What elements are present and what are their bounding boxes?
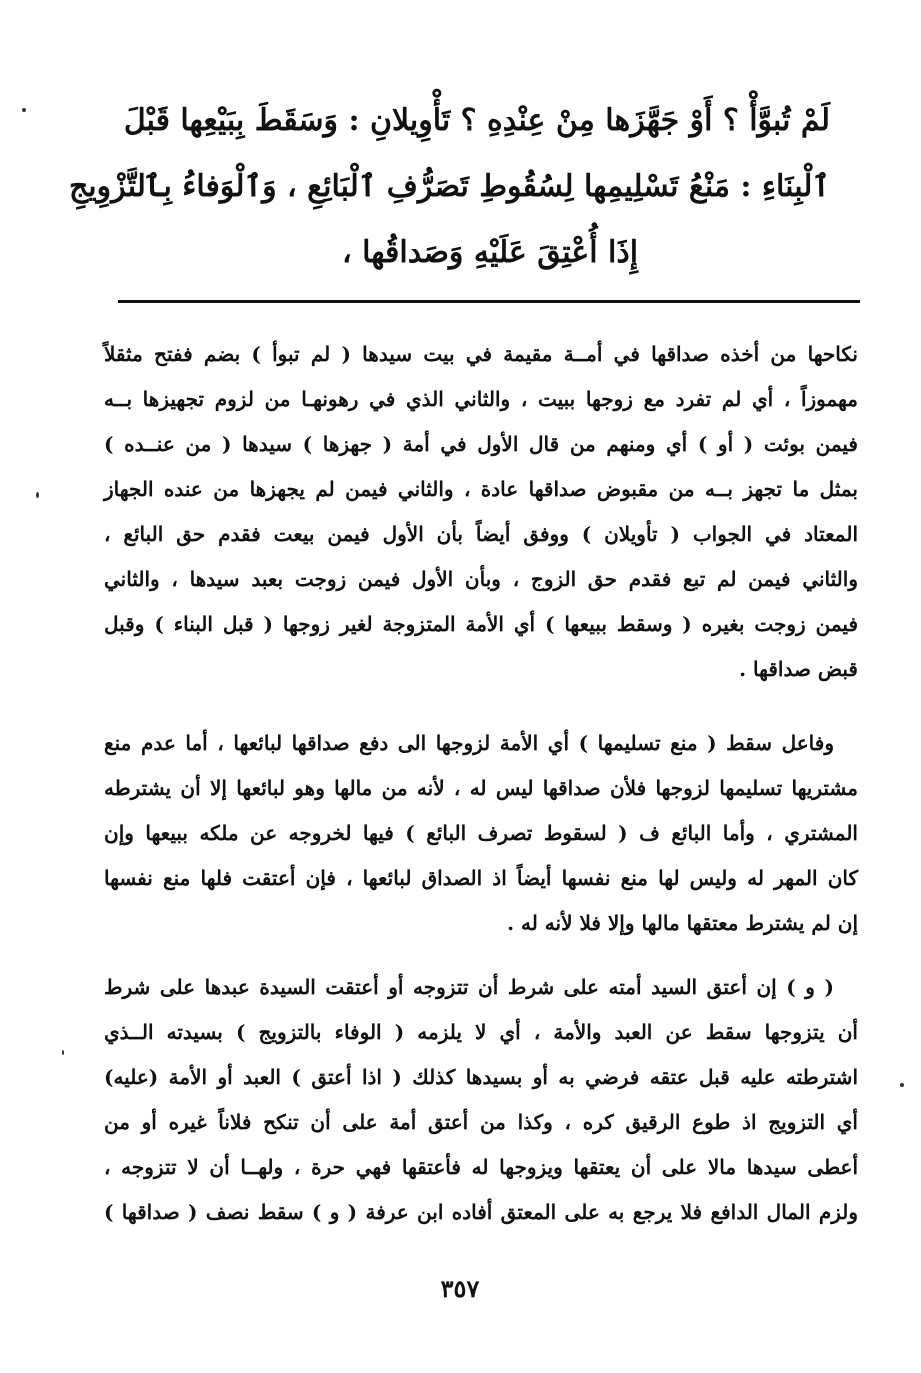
commentary-paragraph-2 xyxy=(104,721,858,946)
commentary-line: نكاحها من أخذه صداقها في أمــة مقيمة في بيت سيدها ( لم تبوأ ) بضم ففتح مثقلاً xyxy=(104,342,858,366)
scan-speck xyxy=(900,1083,904,1087)
commentary-line: المعتاد في الجواب ( تأويلان ) ووفق أيضاً بأن الأول فيمن بيعت فقدم حق البائع ، xyxy=(104,522,858,546)
commentary-line: مهموزاً ، أي لم تفرد مع زوجها ببيت ، والثاني الذي في رهونهـا من لزوم تجهيزها بــه xyxy=(104,387,858,411)
commentary-line: بمثل ما تجهز بــه من مقبوض صداقها عادة ، والثاني فيمن لم يجهزها من عنده الجهاز xyxy=(104,477,858,501)
matn-text-block xyxy=(68,88,830,286)
page-number: ٣٥٧ xyxy=(440,1274,480,1303)
matn-line: لَمْ تُبوَّأْ ؟ أَوْ جَهَّزَها مِنْ عِنْدِهِ ؟ تَأْوِيلانِ : وَسَقَطَ بِبَيْعِها قَبْلَ xyxy=(123,103,830,138)
scan-speck xyxy=(22,108,26,112)
commentary-line: أعطى سيدها مالا على أن يعتقها ويزوجها له فأعتقها فهي حرة ، ولهــا أن لا تتزوجه ، xyxy=(104,1155,858,1179)
commentary-line: فيمن زوجت بغيره ( وسقط ببيعها ) أي الأمة المتزوجة لغير زوجها ( قبل البناء ) وقبل xyxy=(104,612,858,636)
commentary-line: أن يتزوجها سقط عن العبد والأمة ، أي لا يلزمه ( الوفاء بالتزويج ) بسيدته الــذي xyxy=(104,1020,858,1044)
commentary-line: أي التزويج اذ طوع الرقيق كره ، وكذا من أعتق أمة على أن تنكح فلاناً غيره أو من xyxy=(104,1110,858,1134)
matn-line: ٱلْبِنَاءِ : مَنْعُ تَسْلِيمِها لِسُقُوطِ تَصَرُّفِ ٱلْبَائِعِ ، وَٱلْوَفاءُ بِٱلتَّزْوِيجِ xyxy=(68,169,830,204)
separator-rule xyxy=(118,300,860,303)
commentary-line: ولزم المال الدافع فلا يرجع به على المعتق أفاده ابن عرفة ( و ) سقط نصف ( صداقها ) xyxy=(104,1200,858,1224)
commentary-line: ( و ) إن أعتق السيد أمته على شرط أن تتزوجه أو أعتقت السيدة عبدها على شرط xyxy=(104,975,834,999)
commentary-paragraph-1 xyxy=(104,332,858,692)
commentary-line: المشتري ، وأما البائع ف ( لسقوط تصرف البائع ) فيها لخروجه عن ملكه ببيعها وإن xyxy=(104,821,858,845)
commentary-line: فيمن بوئت ( أو ) أي ومنهم من قال الأول في أمة ( جهزها ) سيدها ( من عنــده ) xyxy=(104,432,858,456)
scan-speck xyxy=(62,1050,64,1055)
commentary-line: مشتريها تسليمها لزوجها فلأن صداقها ليس له ، لأنه من مالها وهو لبائعها إلا أن يشترطه xyxy=(104,776,858,800)
matn-line: إِذَا أُعْتِقَ عَلَيْهِ وَصَداقُها ، xyxy=(341,235,639,270)
commentary-line: وفاعل سقط ( منع تسليمها ) أي الأمة لزوجها الى دفع صداقها لبائعها ، أما عدم منع xyxy=(104,731,834,755)
commentary-line: قبض صداقها . xyxy=(739,657,858,681)
scan-speck xyxy=(36,492,39,498)
commentary-line: والثاني فيمن لم تبع فقدم حق الزوج ، وبأن الأول فيمن زوجت بعبد سيدها ، والثاني xyxy=(104,567,858,591)
commentary-line: كان المهر له وليس لها منع نفسها أيضاً اذ الصداق لبائعها ، فإن أعتقت فلها منع نفسها xyxy=(104,866,858,890)
commentary-line: إن لم يشترط معتقها مالها وإلا فلا لأنه له . xyxy=(507,911,858,935)
commentary-line: اشترطته عليه قبل عتقه فرضي به أو بسيدها كذلك ( اذا أعتق ) العبد أو الأمة (عليه) xyxy=(104,1065,858,1089)
commentary-paragraph-3 xyxy=(104,965,858,1235)
